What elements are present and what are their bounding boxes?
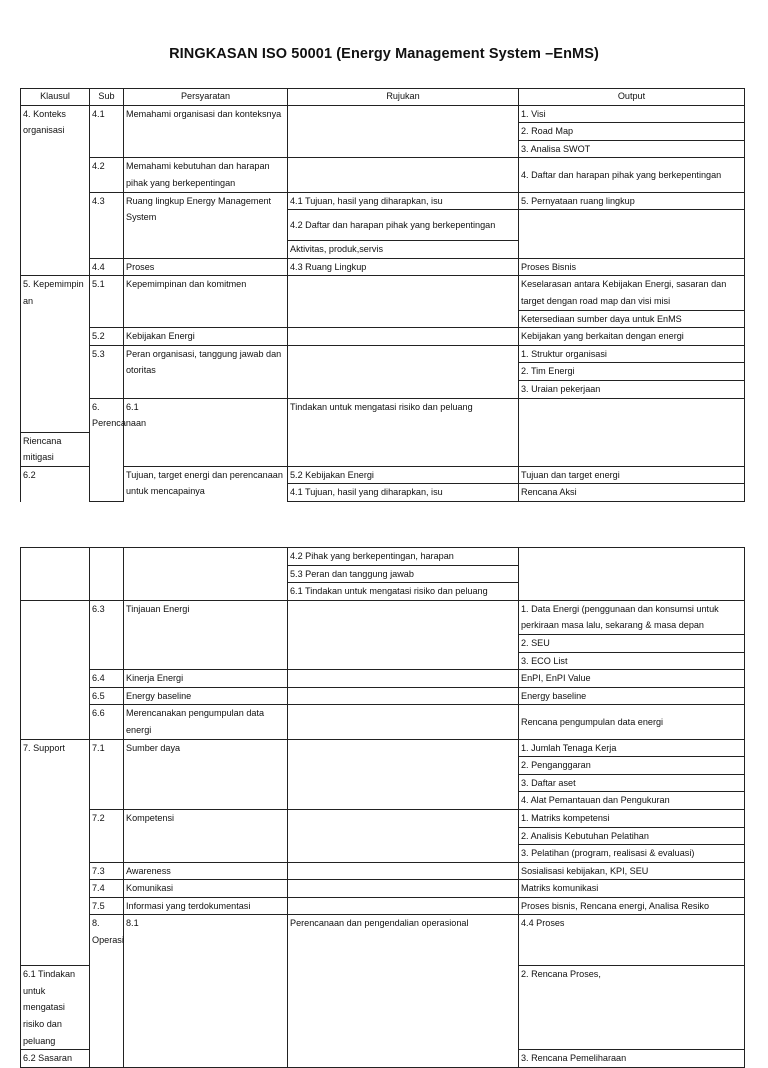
rujukan-cell <box>288 600 519 669</box>
output-cell: Kebijakan yang berkaitan dengan energi <box>519 328 745 346</box>
output-cell: 2. Rencana Proses, <box>519 966 745 1050</box>
output-cell: 1. Data Energi (penggunaan dan konsumsi untuk perkiraan masa lalu, sekarang & masa depan <box>519 600 745 634</box>
output-cell: 1. Struktur organisasi <box>519 345 745 363</box>
output-cell: 1. Matriks kompetensi <box>519 809 745 827</box>
output-cell <box>519 548 745 601</box>
header-sub: Sub <box>90 89 124 106</box>
persyaratan-cell: Memahami organisasi dan konteksnya <box>124 105 288 158</box>
table-row <box>21 328 745 346</box>
table-row <box>21 705 745 739</box>
rujukan-cell: 4.4 Proses <box>519 915 745 966</box>
rujukan-cell <box>288 328 519 346</box>
rujukan-cell: 6.2 Sasaran <box>21 1050 90 1068</box>
table-row <box>21 276 745 310</box>
persyaratan-cell <box>124 548 288 601</box>
rujukan-cell: Aktivitas, produk,servis <box>288 241 519 259</box>
rujukan-cell <box>288 670 519 688</box>
persyaratan-cell: Kepemimpinan dan komitmen <box>124 276 288 328</box>
table-header-row <box>21 89 745 106</box>
persyaratan-cell: Memahami kebutuhan dan harapan pihak yang berkepentingan <box>124 158 288 192</box>
sub-cell: 6.4 <box>90 670 124 688</box>
persyaratan-cell: Peran organisasi, tanggung jawab dan otoritas <box>124 345 288 398</box>
sub-cell: 4.1 <box>90 105 124 158</box>
table-row <box>21 687 745 705</box>
table-row <box>21 915 745 966</box>
sub-cell: 7.2 <box>90 809 124 862</box>
output-cell: 3. Daftar aset <box>519 774 745 792</box>
output-cell: 2. Road Map <box>519 123 745 141</box>
table-part-1 <box>20 88 745 502</box>
output-cell: 5. Pernyataan ruang lingkup <box>519 192 745 210</box>
output-cell: 1. Jumlah Tenaga Kerja <box>519 739 745 757</box>
rujukan-cell: 4.1 Tujuan, hasil yang diharapkan, isu <box>288 484 519 502</box>
table-row <box>21 739 745 757</box>
rujukan-cell: 4.2 Pihak yang berkepentingan, harapan <box>288 548 519 566</box>
output-cell: 2. SEU <box>519 634 745 652</box>
persyaratan-cell: Kinerja Energi <box>124 670 288 688</box>
rujukan-cell <box>288 345 519 398</box>
klausul-cell <box>21 548 90 601</box>
table-row <box>21 345 745 363</box>
output-cell: Energy baseline <box>519 687 745 705</box>
persyaratan-cell: Tujuan, target energi dan perencanaan untuk mencapainya <box>124 466 288 501</box>
klausul-cell: 5. Kepemimpinan <box>21 276 90 432</box>
table-row <box>21 600 745 634</box>
sub-cell: 8.1 <box>124 915 288 1067</box>
output-cell: Proses bisnis, Rencana energi, Analisa Resiko <box>519 897 745 915</box>
persyaratan-cell: Informasi yang terdokumentasi <box>124 897 288 915</box>
sub-cell: 5.2 <box>90 328 124 346</box>
output-cell: 3. ECO List <box>519 652 745 670</box>
rujukan-cell <box>288 276 519 328</box>
rujukan-cell <box>288 897 519 915</box>
output-cell: 3. Analisa SWOT <box>519 140 745 158</box>
table-row <box>21 670 745 688</box>
persyaratan-cell: Tindakan untuk mengatasi risiko dan peluang <box>288 398 519 466</box>
sub-cell: 4.3 <box>90 192 124 258</box>
output-cell: 2. Tim Energi <box>519 363 745 381</box>
output-cell: 2. Analisis Kebutuhan Pelatihan <box>519 827 745 845</box>
rujukan-cell <box>288 862 519 880</box>
table-row <box>21 158 745 192</box>
output-cell: 3. Uraian pekerjaan <box>519 380 745 398</box>
rujukan-cell: 4.2 Daftar dan harapan pihak yang berkepentingan <box>288 210 519 241</box>
table-row <box>21 880 745 898</box>
table-row <box>21 192 745 210</box>
output-cell: 4. Alat Pemantauan dan Pengukuran <box>519 792 745 810</box>
sub-cell: 5.3 <box>90 345 124 398</box>
rujukan-cell: 6.1 Tindakan untuk mengatasi risiko dan peluang <box>21 966 90 1050</box>
rujukan-cell: 4.3 Ruang Lingkup <box>288 258 519 276</box>
header-rujukan: Rujukan <box>288 89 519 106</box>
persyaratan-cell: Perencanaan dan pengendalian operasional <box>288 915 519 1067</box>
sub-cell <box>90 548 124 601</box>
sub-cell: 6.1 <box>124 398 288 466</box>
rujukan-cell <box>288 880 519 898</box>
sub-cell: 7.3 <box>90 862 124 880</box>
sub-cell: 7.4 <box>90 880 124 898</box>
rujukan-cell: 4.1 Tujuan, hasil yang diharapkan, isu <box>288 192 519 210</box>
output-cell: 3. Pelatihan (program, realisasi & evaluasi) <box>519 845 745 863</box>
persyaratan-cell: Kebijakan Energi <box>124 328 288 346</box>
table-row <box>21 809 745 827</box>
persyaratan-cell: Proses <box>124 258 288 276</box>
rujukan-cell <box>288 158 519 192</box>
output-cell: EnPI, EnPI Value <box>519 670 745 688</box>
persyaratan-cell: Energy baseline <box>124 687 288 705</box>
rujukan-cell <box>288 105 519 158</box>
persyaratan-cell: Komunikasi <box>124 880 288 898</box>
persyaratan-cell: Awareness <box>124 862 288 880</box>
table-row <box>21 897 745 915</box>
sub-cell: 6.5 <box>90 687 124 705</box>
sub-cell: 7.1 <box>90 739 124 809</box>
sub-cell: 7.5 <box>90 897 124 915</box>
persyaratan-cell: Sumber daya <box>124 739 288 809</box>
klausul-cell: 7. Support <box>21 739 90 966</box>
table-row <box>21 105 745 123</box>
header-persyaratan: Persyaratan <box>124 89 288 106</box>
output-cell: 1. Visi <box>519 105 745 123</box>
sub-cell: 4.4 <box>90 258 124 276</box>
table-row <box>21 466 745 484</box>
klausul-cell: 4. Konteks organisasi <box>21 105 90 276</box>
sub-cell: 6.6 <box>90 705 124 739</box>
output-cell: Matriks komunikasi <box>519 880 745 898</box>
rujukan-cell <box>288 809 519 862</box>
table-row <box>21 862 745 880</box>
persyaratan-cell: Tinjauan Energi <box>124 600 288 669</box>
table-row <box>21 258 745 276</box>
sub-cell: 4.2 <box>90 158 124 192</box>
output-cell: Rencana pengumpulan data energi <box>519 705 745 739</box>
output-cell: 3. Rencana Pemeliharaan <box>519 1050 745 1068</box>
rujukan-cell <box>519 398 745 466</box>
klausul-cell: 8. Operasi <box>90 915 124 1067</box>
rujukan-cell: 5.2 Kebijakan Energi <box>288 466 519 484</box>
output-cell <box>519 210 745 259</box>
output-cell: 2. Penganggaran <box>519 757 745 775</box>
output-cell: Rencana Aksi <box>519 484 745 502</box>
rujukan-cell <box>288 705 519 739</box>
output-cell: Sosialisasi kebijakan, KPI, SEU <box>519 862 745 880</box>
persyaratan-cell: Ruang lingkup Energy Management System <box>124 192 288 258</box>
table-row <box>21 398 745 432</box>
output-cell: Proses Bisnis <box>519 258 745 276</box>
output-cell: Keselarasan antara Kebijakan Energi, sasaran dan target dengan road map dan visi misi <box>519 276 745 310</box>
output-cell: 4. Daftar dan harapan pihak yang berkepentingan <box>519 158 745 192</box>
header-output: Output <box>519 89 745 106</box>
sub-cell: 6.2 <box>21 466 90 501</box>
persyaratan-cell: Kompetensi <box>124 809 288 862</box>
rujukan-cell: 5.3 Peran dan tanggung jawab <box>288 565 519 583</box>
rujukan-cell <box>288 687 519 705</box>
rujukan-cell <box>288 739 519 809</box>
header-klausul: Klausul <box>21 89 90 106</box>
output-cell: Riencana mitigasi <box>21 432 90 466</box>
output-cell: Ketersediaan sumber daya untuk EnMS <box>519 310 745 328</box>
sub-cell: 5.1 <box>90 276 124 328</box>
klausul-cell <box>21 600 90 739</box>
output-cell: Tujuan dan target energi <box>519 466 745 484</box>
klausul-cell: 6. Perencanaan <box>90 398 124 502</box>
page-title: RINGKASAN ISO 50001 (Energy Management System –EnMS) <box>169 46 599 62</box>
rujukan-cell: 6.1 Tindakan untuk mengatasi risiko dan peluang <box>288 583 519 601</box>
sub-cell: 6.3 <box>90 600 124 669</box>
table-part-2 <box>20 547 745 1068</box>
persyaratan-cell: Merencanakan pengumpulan data energi <box>124 705 288 739</box>
table-row <box>21 548 745 566</box>
